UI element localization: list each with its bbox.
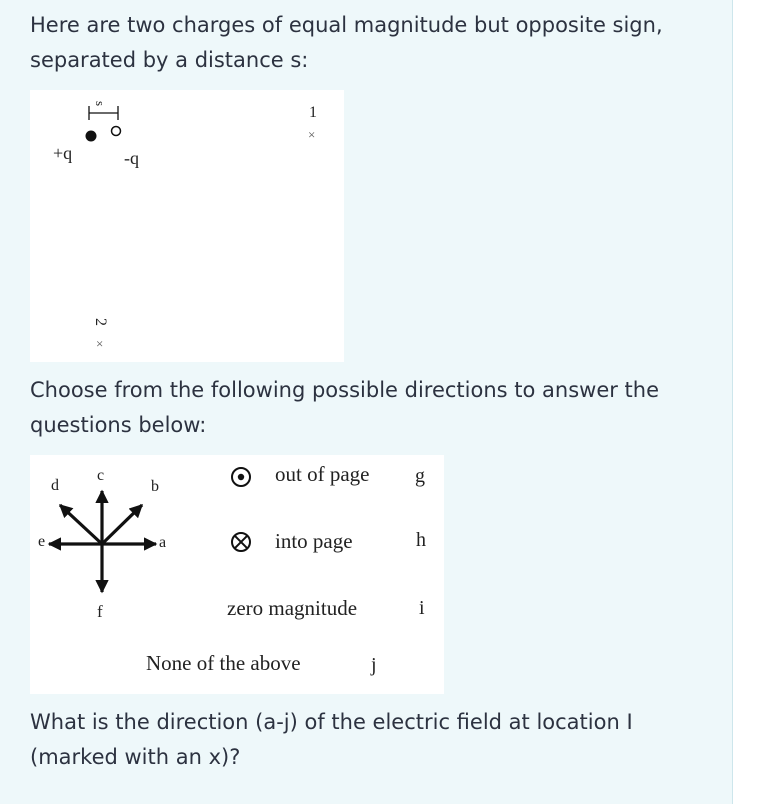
- option-zero-text: zero magnitude: [227, 596, 358, 620]
- option-out-of-page-text: out of page: [275, 462, 370, 486]
- location2-marker: ×: [96, 336, 104, 351]
- option-none-letter: j: [371, 654, 377, 676]
- location2-label: 2: [92, 318, 109, 326]
- arrow-b: [102, 505, 142, 544]
- into-page-icon: [232, 533, 250, 551]
- charges-figure: [30, 90, 344, 362]
- positive-charge-dot: [86, 131, 97, 142]
- arrow-label-e: e: [38, 533, 46, 550]
- separation-bracket: [89, 106, 118, 120]
- option-into-page-letter: h: [416, 529, 426, 551]
- arrow-label-f: f: [97, 602, 103, 621]
- arrow-label-b: b: [151, 478, 159, 495]
- arrow-label-a: a: [159, 534, 167, 551]
- arrow-d: [60, 505, 102, 544]
- positive-charge-label: +q: [53, 143, 73, 163]
- option-none-text: None of the above: [146, 651, 301, 675]
- option-zero-letter: i: [419, 597, 425, 619]
- question-paragraph: What is the direction (a-j) of the electric field at location I (marked with an x)?: [30, 710, 633, 769]
- arrow-label-d: d: [51, 477, 59, 494]
- arrow-label-c: c: [97, 467, 105, 484]
- option-into-page-text: into page: [275, 529, 353, 553]
- directions-figure: [30, 455, 444, 694]
- location1-label: 1: [309, 104, 317, 121]
- option-out-of-page-letter: g: [415, 465, 425, 487]
- choose-paragraph: Choose from the following possible directions to answer the questions below:: [30, 378, 660, 437]
- negative-charge-dot: [112, 127, 121, 136]
- location1-marker: ×: [308, 127, 316, 142]
- charges-diagram: [30, 90, 344, 362]
- negative-charge-label: -q: [124, 148, 139, 168]
- out-of-page-icon: [232, 468, 250, 486]
- intro-paragraph: Here are two charges of equal magnitude but opposite sign, separated by a distance s:: [30, 13, 663, 72]
- separation-label: s: [93, 100, 109, 107]
